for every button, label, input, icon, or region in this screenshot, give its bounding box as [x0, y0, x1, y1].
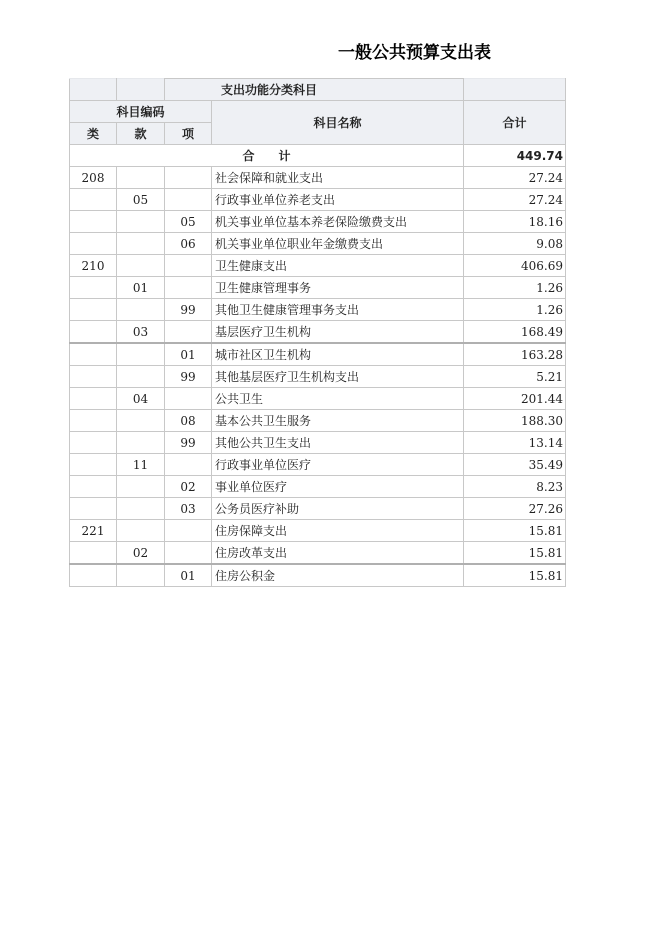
code-xiang-cell: 99 — [165, 432, 212, 454]
code-lei-cell: 208 — [70, 167, 117, 189]
item-name-cell: 住房公积金 — [212, 564, 464, 587]
table-row — [70, 343, 566, 366]
item-name-cell: 基层医疗卫生机构 — [212, 321, 464, 344]
header-row-group — [70, 79, 566, 101]
item-name-cell: 其他卫生健康管理事务支出 — [212, 299, 464, 321]
code-xiang-cell — [165, 167, 212, 189]
code-lei-cell — [70, 233, 117, 255]
code-kuan-cell — [117, 167, 165, 189]
item-name-cell: 城市社区卫生机构 — [212, 343, 464, 366]
code-kuan-cell: 11 — [117, 454, 165, 476]
code-kuan-cell — [117, 233, 165, 255]
item-name-cell: 其他公共卫生支出 — [212, 432, 464, 454]
item-name-cell: 行政事业单位医疗 — [212, 454, 464, 476]
amount-cell: 1.26 — [464, 277, 566, 299]
amount-cell: 15.81 — [464, 542, 566, 565]
amount-cell: 8.23 — [464, 476, 566, 498]
amount-cell: 15.81 — [464, 564, 566, 587]
amount-cell: 1.26 — [464, 299, 566, 321]
total-amount: 449.74 — [464, 145, 566, 167]
code-kuan-cell — [117, 476, 165, 498]
table-row — [70, 211, 566, 233]
code-lei-cell — [70, 410, 117, 432]
amount-cell: 27.24 — [464, 167, 566, 189]
code-kuan-cell — [117, 211, 165, 233]
amount-cell: 13.14 — [464, 432, 566, 454]
code-lei-cell — [70, 277, 117, 299]
table-row — [70, 520, 566, 542]
code-lei-cell — [70, 321, 117, 344]
code-xiang-cell: 08 — [165, 410, 212, 432]
header-xiang: 项 — [165, 123, 212, 145]
code-kuan-cell — [117, 564, 165, 587]
code-xiang-cell: 03 — [165, 498, 212, 520]
table-row — [70, 277, 566, 299]
code-kuan-cell: 05 — [117, 189, 165, 211]
code-xiang-cell — [165, 189, 212, 211]
code-xiang-cell: 01 — [165, 564, 212, 587]
table-row — [70, 299, 566, 321]
code-lei-cell — [70, 189, 117, 211]
amount-cell: 18.16 — [464, 211, 566, 233]
header-blank-cell — [464, 79, 566, 101]
table-row — [70, 542, 566, 565]
table-row — [70, 410, 566, 432]
budget-table — [69, 78, 566, 587]
code-lei-cell — [70, 564, 117, 587]
amount-cell: 27.26 — [464, 498, 566, 520]
code-lei-cell — [70, 476, 117, 498]
code-xiang-cell: 99 — [165, 299, 212, 321]
table-row — [70, 366, 566, 388]
code-xiang-cell — [165, 255, 212, 277]
table-row — [70, 454, 566, 476]
code-kuan-cell — [117, 366, 165, 388]
table-row — [70, 432, 566, 454]
item-name-cell: 事业单位医疗 — [212, 476, 464, 498]
code-xiang-cell — [165, 520, 212, 542]
code-kuan-cell — [117, 299, 165, 321]
item-name-cell: 住房改革支出 — [212, 542, 464, 565]
table-row — [70, 189, 566, 211]
code-xiang-cell — [165, 277, 212, 299]
code-xiang-cell — [165, 542, 212, 565]
code-xiang-cell — [165, 388, 212, 410]
code-lei-cell: 221 — [70, 520, 117, 542]
header-group-label: 支出功能分类科目 — [165, 79, 464, 101]
amount-cell: 406.69 — [464, 255, 566, 277]
code-xiang-cell: 05 — [165, 211, 212, 233]
table-row — [70, 498, 566, 520]
code-lei-cell — [70, 299, 117, 321]
code-kuan-cell — [117, 498, 165, 520]
code-lei-cell — [70, 498, 117, 520]
amount-cell: 27.24 — [464, 189, 566, 211]
amount-cell: 201.44 — [464, 388, 566, 410]
amount-cell: 35.49 — [464, 454, 566, 476]
code-lei-cell — [70, 542, 117, 565]
code-lei-cell: 210 — [70, 255, 117, 277]
header-blank-cell — [117, 79, 165, 101]
code-lei-cell — [70, 211, 117, 233]
code-xiang-cell: 02 — [165, 476, 212, 498]
header-row-code — [70, 101, 566, 123]
table-row — [70, 564, 566, 587]
header-total-label: 合计 — [464, 101, 566, 145]
code-kuan-cell — [117, 343, 165, 366]
amount-cell: 163.28 — [464, 343, 566, 366]
item-name-cell: 其他基层医疗卫生机构支出 — [212, 366, 464, 388]
code-kuan-cell — [117, 410, 165, 432]
header-lei: 类 — [70, 123, 117, 145]
code-lei-cell — [70, 343, 117, 366]
item-name-cell: 卫生健康管理事务 — [212, 277, 464, 299]
code-xiang-cell — [165, 454, 212, 476]
header-kuan: 款 — [117, 123, 165, 145]
amount-cell: 9.08 — [464, 233, 566, 255]
item-name-cell: 机关事业单位职业年金缴费支出 — [212, 233, 464, 255]
item-name-cell: 公共卫生 — [212, 388, 464, 410]
table-row — [70, 388, 566, 410]
item-name-cell: 行政事业单位养老支出 — [212, 189, 464, 211]
header-name-label: 科目名称 — [212, 101, 464, 145]
code-lei-cell — [70, 366, 117, 388]
table-row — [70, 321, 566, 344]
table-row — [70, 476, 566, 498]
page-title: 一般公共预算支出表 — [338, 43, 491, 63]
code-lei-cell — [70, 432, 117, 454]
code-kuan-cell — [117, 432, 165, 454]
item-name-cell: 公务员医疗补助 — [212, 498, 464, 520]
table-row — [70, 233, 566, 255]
code-xiang-cell: 01 — [165, 343, 212, 366]
code-xiang-cell — [165, 321, 212, 344]
amount-cell: 15.81 — [464, 520, 566, 542]
header-code-label: 科目编码 — [70, 101, 212, 123]
code-lei-cell — [70, 388, 117, 410]
item-name-cell: 机关事业单位基本养老保险缴费支出 — [212, 211, 464, 233]
amount-cell: 5.21 — [464, 366, 566, 388]
code-lei-cell — [70, 454, 117, 476]
code-kuan-cell: 01 — [117, 277, 165, 299]
code-kuan-cell: 03 — [117, 321, 165, 344]
item-name-cell: 卫生健康支出 — [212, 255, 464, 277]
table-row — [70, 167, 566, 189]
code-xiang-cell: 99 — [165, 366, 212, 388]
code-kuan-cell: 02 — [117, 542, 165, 565]
item-name-cell: 住房保障支出 — [212, 520, 464, 542]
header-blank-cell — [70, 79, 117, 101]
table-row — [70, 255, 566, 277]
code-kuan-cell — [117, 520, 165, 542]
amount-cell: 188.30 — [464, 410, 566, 432]
amount-cell: 168.49 — [464, 321, 566, 344]
item-name-cell: 基本公共卫生服务 — [212, 410, 464, 432]
code-kuan-cell: 04 — [117, 388, 165, 410]
code-kuan-cell — [117, 255, 165, 277]
total-label: 合 计 — [70, 145, 464, 167]
code-xiang-cell: 06 — [165, 233, 212, 255]
item-name-cell: 社会保障和就业支出 — [212, 167, 464, 189]
total-row — [70, 145, 566, 167]
